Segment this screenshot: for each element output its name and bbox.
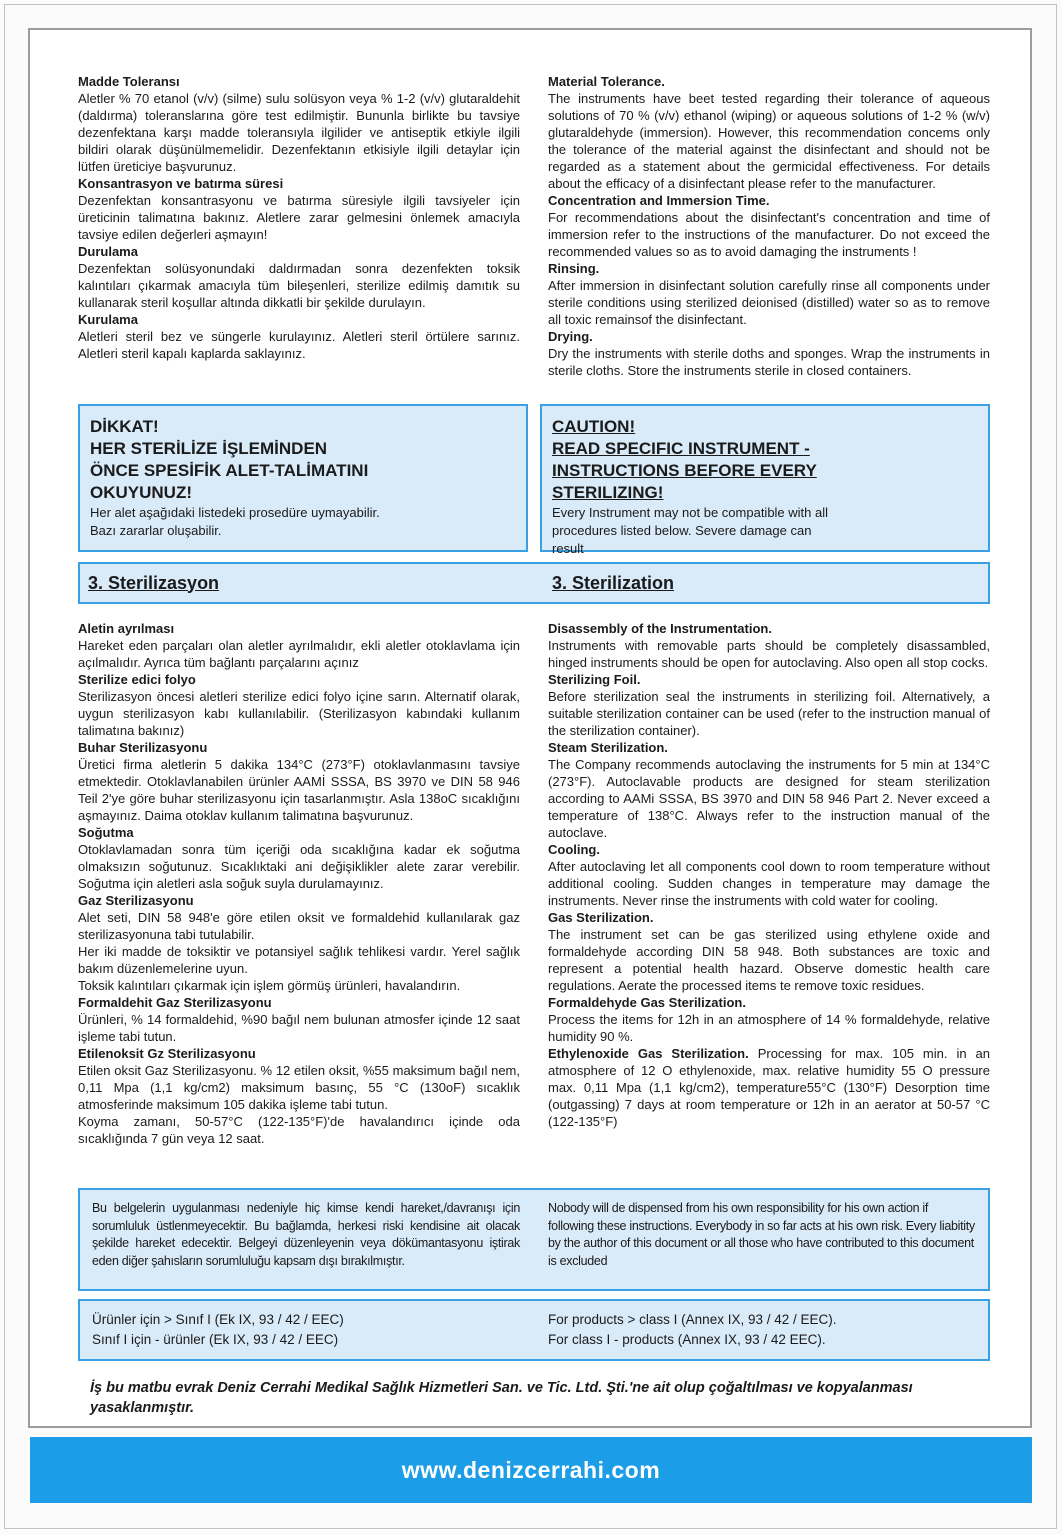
caution-heading-line: CAUTION! [552, 417, 636, 436]
caution-heading-line: HER STERİLİZE İŞLEMİNDEN [90, 439, 328, 458]
section-paragraph: Process the items for 12h in an atmosphere of 14 % formaldehyde, relative humidity 90 %. [548, 1012, 990, 1044]
section-paragraph: After immersion in disinfectant solution carefully rinse all components under sterile conditions using sterilized deionised (distilled) water so as to remove all toxic remainsof the disinfectant. [548, 278, 990, 327]
section-paragraph: Dezenfektan konsantrasyonu ve batırma süresiyle ilgili tavsiyeler için üreticinin talimatına bakınız. Aletlere zarar gelmesini önlemek amacıyla tavsiye edilen değerleri aşmayın! [78, 193, 520, 242]
section-heading: Formaldehit Gaz Sterilizasyonu [78, 995, 272, 1010]
section-heading: Steam Sterilization. [548, 740, 668, 755]
caution-body-line: procedures listed below. Severe damage can [552, 523, 812, 538]
caution-box-turkish [78, 404, 528, 552]
section-paragraph: Aletler % 70 etanol (v/v) (silme) sulu solüsyon veya % 1-2 (v/v) glutaraldehit (daldırma) toleranslarına göre test edilmiştir. Bununla birlikte bu tavsiye dezenfektana karşı madde toleransıyla ilgilider ve antiseptik etkiyle ilgili bildiri olarak düşünülmemelidir. Dezenfektanın etkisiyle ilgili detaylar için lütfen üreticiye başvurunuz. [78, 91, 520, 174]
section-ethylenoxide-gas [548, 1045, 990, 1130]
section-kurulama [78, 311, 520, 362]
section-heading: Concentration and Immersion Time. [548, 193, 770, 208]
section-heading: Formaldehyde Gas Sterilization. [548, 995, 746, 1010]
disclaimer-box [78, 1188, 990, 1291]
caution-body-line: Her alet aşağıdaki listedeki prosedüre uymayabilir. [90, 505, 380, 520]
section-heading: Material Tolerance. [548, 74, 665, 89]
section-3-header-bar [78, 562, 990, 604]
section-material-tolerance [548, 73, 990, 192]
section-paragraph: Alet seti, DIN 58 948'e göre etilen oksit ve formaldehid kullanılarak gaz sterilizasyonuna tabi tutulabilir. [78, 910, 520, 942]
section-steam-sterilization [548, 739, 990, 841]
disclaimer-turkish: Bu belgelerin uygulanması nedeniyle hiç kimse kendi hareket,/davranışı için sorumluluk üstlenmeyecektir. Bu bağlamda, herkesi riski kendisine ait olacak şekilde hareket edecektir. Belgeyi düzenleyenin veya dökümantasyonu iştirak eden diğer şahısların sorumluluğu kapsam dışı bırakılmıştır. [92, 1201, 520, 1268]
caution-body-line: Every Instrument may not be compatible with all [552, 505, 829, 520]
caution-heading-line: STERILIZING! [552, 483, 664, 502]
section-paragraph: After autoclaving let all components cool down to room temperature without additional cooling. Sudden changes in temperature may damage the instruments. Never rinse the instruments with cold water for cooling. [548, 859, 990, 908]
section-sterilizing-foil [548, 671, 990, 739]
section-heading: Konsantrasyon ve batırma süresi [78, 176, 284, 191]
section-heading: Madde Toleransı [78, 74, 180, 89]
website-url: www.denizcerrahi.com [401, 1456, 661, 1483]
caution-heading-line: DİKKAT! [90, 417, 159, 436]
section-heading: Disassembly of the Instrumentation. [548, 621, 772, 636]
caution-heading-line: ÖNCE SPESİFİK ALET-TALİMATINI [90, 461, 369, 480]
section-heading: Etilenoksit Gz Sterilizasyonu [78, 1046, 256, 1061]
section-sterilize-edici-folyo [78, 671, 520, 739]
caution-body-line: result [552, 541, 584, 556]
section-disassembly [548, 620, 990, 671]
caution-heading-line: OKUYUNUZ! [90, 483, 192, 502]
inline-paragraph-text: Processing for max. 105 min. in an atmosphere of 12 O ethylenoxide, max. relative humidity 55 O pressure max. 0,11 Mpa (1,1 kg/cm2), temperature55°C (130°F) Desorption time (outgassing) 7 days at room temperature or 12h in an aerator at 50-57 °C (122-135°F) [548, 1046, 990, 1129]
caution-box-english [540, 404, 990, 556]
column-turkish-top [78, 73, 520, 379]
section-paragraph: Üretici firma aletlerin 5 dakika 134°C (273°F) otoklavlanmasını tavsiye etmektedir. Otoklavlanabilen ürünler AAMİ SSSA, BS 3970 ve DIN 58 946 Teil 2'ye göre buhar sterilizasyonu için tasarlanmıştır. Asla 138oC sıcaklığını aşmayınız. Daima otoklav kullanım talimatına başvurunuz. [78, 757, 520, 823]
product-class-box [78, 1299, 990, 1361]
product-class-line: For class I - products (Annex IX, 93 / 42 EEC). [548, 1332, 826, 1347]
sterilization-band [78, 620, 990, 1147]
section-madde-toleransi [78, 73, 520, 175]
section-paragraph: Sterilizasyon öncesi aletleri sterilize edici folyo içine sarın. Alternatif olarak, uygun sterilizasyon kabı kullanılabilir. (Sterilizasyon kabındaki kullanım talimatına bakınız) [78, 689, 520, 738]
section-paragraph: Her iki madde de toksiktir ve potansiyel sağlık tehlikesi vardır. Yerel sağlık bakım düzenlemelerine uyun. [78, 944, 520, 976]
section-durulama [78, 243, 520, 311]
section-heading: Drying. [548, 329, 593, 344]
section-paragraph: For recommendations about the disinfectant's concentration and time of immersion refer to the instructions of the manufacturer. Do not exceed the recommended values so as to avoid damaging the instruments ! [548, 210, 990, 259]
product-class-line: Ürünler için > Sınıf I (Ek IX, 93 / 42 / EEC) [92, 1312, 344, 1327]
section-paragraph: Instruments with removable parts should be completely disassambled, hinged instruments should be open for autoclaving. Also open all stop cocks. [548, 638, 990, 670]
section-paragraph: Koyma zamanı, 50-57°C (122-135°F)'de havalandırıcı içinde oda sıcaklığında 7 gün veya 12 saat. [78, 1114, 520, 1146]
section-gaz-sterilizasyonu [78, 892, 520, 994]
section-paragraph: Dezenfektan solüsyonundaki daldırmadan sonra dezenfekten toksik kalıntıları çıkarmak amacıyla tüm bileşenleri, sterilize edilmiş damıtık su kullanarak steril koşullar altında dikkatli bir şekilde durulayın. [78, 261, 520, 310]
section-3-title-english: 3. Sterilization [552, 572, 675, 593]
section-heading: Kurulama [78, 312, 138, 327]
product-class-line: Sınıf I için - ürünler (Ek IX, 93 / 42 / EEC) [92, 1332, 339, 1347]
section-formaldehyde-gas [548, 994, 990, 1045]
section-sogutma [78, 824, 520, 892]
product-class-turkish [92, 1310, 520, 1350]
column-turkish-sterilization [78, 620, 520, 1147]
section-paragraph: The instruments have beet tested regarding their tolerance of aqueous solutions of 70 % (v/v) ethanol (wiping) or aqueous solutions of 1-2 % (w/v) glutaraldehyde (immersion). However, this recommendation concems only the tolerance of the material against the disinfectant and should not be regarded as a statement about the germicidal effectiveness. For details about the efficacy of a disinfectant please refer to the manufacturer. [548, 91, 990, 191]
section-konsantrasyon [78, 175, 520, 243]
section-heading: Buhar Sterilizasyonu [78, 740, 208, 755]
section-paragraph: Toksik kalıntıları çıkarmak için işlem görmüş ürünleri, havalandırın. [78, 978, 461, 993]
section-formaldehit-gaz [78, 994, 520, 1045]
section-heading: Gas Sterilization. [548, 910, 654, 925]
caution-heading-line: READ SPECIFIC INSTRUMENT - [552, 439, 810, 458]
section-heading: Sterilizing Foil. [548, 672, 641, 687]
section-paragraph: Otoklavlamadan sonra tüm içeriği oda sıcaklığına kadar ek soğutma olmaksızın soğutunuz. Sıcaklıktaki ani değişiklikler alete zarar verebilir. Soğutma için aletleri asla soğuk suyla durulamayınız. [78, 842, 520, 891]
section-paragraph: Before sterilization seal the instruments in sterilizing foil. Alternatively, a suitable sterilization container can be used (refer to the instruction manual of the sterilization container). [548, 689, 990, 738]
column-english-sterilization [548, 620, 990, 1147]
caution-heading-line: INSTRUCTIONS BEFORE EVERY [552, 461, 817, 480]
section-etilenoksit-gaz [78, 1045, 520, 1147]
inline-section-heading: Ethylenoxide Gas Sterilization. [548, 1046, 749, 1061]
disclaimer-english: Nobody will de dispensed from his own responsibility for his own action if following these instructions. Everybody in so far acts at his own risk. Every liabitity by the author of this document or all those who have contributed to this document is excluded [548, 1201, 975, 1268]
section-paragraph: Hareket eden parçaları olan aletler ayrılmalıdır, ekli aletler otoklavlama için açılmalıdır. Ayrıca tüm bağlantı parçalarını açınız [78, 638, 520, 670]
section-paragraph: Etilen oksit Gaz Sterilizasyonu. % 12 etilen oksit, %55 maksimum bağıl nem, 0,11 Mpa (1,1 kg/cm2) maksimum basınç, 55 °C (130oF) sıcaklık atmosferinde maksimum 105 dakika işleme tabi tutun. [78, 1063, 520, 1112]
caution-band [78, 404, 990, 556]
section-gas-sterilization [548, 909, 990, 994]
caution-body-line: Bazı zararlar oluşabilir. [90, 523, 222, 538]
section-buhar-sterilizasyonu [78, 739, 520, 824]
section-3-title-turkish: 3. Sterilizasyon [88, 572, 220, 593]
section-heading: Rinsing. [548, 261, 600, 276]
section-paragraph: The instrument set can be gas sterilized using ethylene oxide and formaldehyde according DIN 58 948. Both substances are toxic and represent a potential health hazard. Observe domestic health care regulations. Aerate the processed items te remove toxic residues. [548, 927, 990, 993]
section-heading: Cooling. [548, 842, 600, 857]
section-cooling [548, 841, 990, 909]
section-paragraph: The Company recommends autoclaving the instruments for 5 min at 134°C (273°F). Autoclavable products are designed for steam sterilization according to AAMi SSSA, BS 3970 and DIN 58 946 Part 2. Never exceed a temperature of 138°C. Always refer to the instruction manual of the autoclave. [548, 757, 990, 840]
section-concentration [548, 192, 990, 260]
section-heading: Gaz Sterilizasyonu [78, 893, 194, 908]
section-paragraph: Dry the instruments with sterile doths and sponges. Wrap the instruments in sterile cloths. Store the instruments sterile in closed containers. [548, 346, 990, 378]
section-paragraph [548, 1045, 990, 1130]
product-class-line: For products > class I (Annex IX, 93 / 42 / EEC). [548, 1312, 837, 1327]
section-heading: Durulama [78, 244, 138, 259]
section-heading: Soğutma [78, 825, 134, 840]
website-bar [30, 1437, 1032, 1503]
top-sections-band [78, 73, 990, 379]
section-paragraph: Aletleri steril bez ve süngerle kurulayınız. Aletleri steril örtülere sarınız. Aletleri steril kapalı kaplarda saklayınız. [78, 329, 520, 361]
column-english-top [548, 73, 990, 379]
section-paragraph: Ürünleri, % 14 formaldehid, %90 bağıl nem bulunan atmosfer içinde 12 saat işleme tabi tutun. [78, 1012, 520, 1044]
copyright-note: İş bu matbu evrak Deniz Cerrahi Medikal Sağlık Hizmetleri San. ve Tic. Ltd. Şti.'ne ait olup çoğaltılması ve kopyalanması yasaklanmıştır. [90, 1380, 913, 1416]
section-drying [548, 328, 990, 379]
section-aletin-ayrilmasi [78, 620, 520, 671]
product-class-english [548, 1310, 976, 1350]
section-heading: Aletin ayrılması [78, 621, 175, 636]
section-heading: Sterilize edici folyo [78, 672, 196, 687]
section-rinsing [548, 260, 990, 328]
